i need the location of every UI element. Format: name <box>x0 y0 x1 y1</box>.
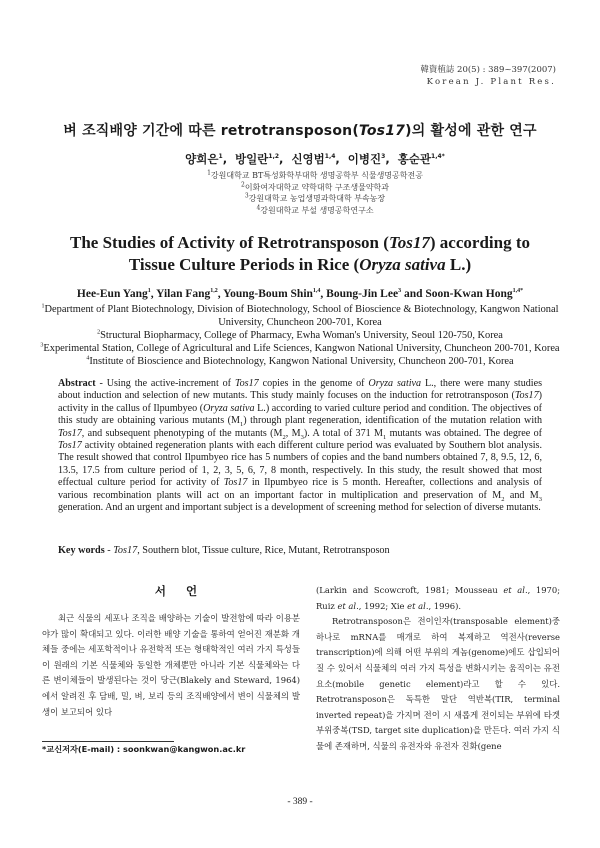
author-name: 양희은 <box>185 152 219 166</box>
body-column-right <box>316 583 560 755</box>
author-sup: 1,4 <box>312 288 321 295</box>
body-italic: et al <box>337 600 357 611</box>
subscript: 2 <box>282 433 286 441</box>
keyword-italic: Tos17 <box>113 545 138 556</box>
abstract-text: mutants was obtained. The degree of <box>386 427 542 439</box>
section-heading-intro: 서 언 <box>154 584 206 598</box>
title-part: ) according to <box>429 233 530 252</box>
author-name: Soon-Kwan Hong <box>425 288 513 300</box>
page-number: - 389 - <box>287 797 313 807</box>
body-text: (Larkin and Scowcroft, 1981; Mousseau <box>316 585 504 595</box>
english-authors: Hee-Eun Yang$^1$, Yilan Fang$^{1,2}$, Young-Boum Shin$^{1,4}$, Boung-Jin Lee$^3$ and Soon-Kwan Hong$^{1,4*}$ <box>76 288 524 300</box>
body-italic: et al <box>407 600 426 611</box>
affil-text: Structural Biopharmacy, College of Pharmacy, Ewha Woman's University, Seoul 120-750, Korea <box>100 330 503 341</box>
journal-citation: 韓資植誌 20(5) : 389~397(2007) <box>420 65 556 75</box>
keywords-text: , Southern blot, Tissue culture, Rice, Mutant, Retrotransposon <box>137 545 390 556</box>
affiliation <box>24 355 576 368</box>
title-part: Tissue Culture Periods in Rice ( <box>128 255 360 274</box>
author-sup: 1 <box>147 288 151 295</box>
english-title-line2 <box>30 254 570 276</box>
keywords-sep: - <box>104 545 114 556</box>
korean-title-part: 벼 조직배양 기간에 따른 retrotransposon( <box>63 123 359 139</box>
body-italic: et al <box>503 585 525 595</box>
abstract-text: ). A total of 371 M <box>303 427 384 439</box>
author-name: 이병진 <box>347 152 382 166</box>
author-name: Yilan Fang <box>156 288 211 300</box>
correspondence-footnote: *교신저자(E-mail) : soonkwan@kangwon.ac.kr <box>42 744 246 754</box>
korean-authors: 양희은$^1$, 방일란$^{1,2}$, 신영범$^{1,4}$, 이병진$^3$, 홍순관$^{1,4*}$ <box>185 152 445 166</box>
body-text: ., 1992; Xie <box>356 600 408 611</box>
author-name: 방일란 <box>235 152 269 166</box>
title-part: L.) <box>445 255 472 274</box>
abstract-italic: Oryza sativa <box>368 378 422 389</box>
affil-sup: 1 <box>41 303 45 310</box>
abstract-italic: Tos17 <box>223 477 248 489</box>
abstract-italic: Tos17 <box>58 440 82 452</box>
affil-text: Institute of Bioscience and Biotechnology, Kangwon National University, Chuncheon 200-701, Korea <box>89 356 514 367</box>
affiliation <box>80 193 550 205</box>
affil-text: 이화여자대학교 약학대학 구조생물약학과 <box>244 182 390 192</box>
abstract-italic: Tos17 <box>514 390 539 402</box>
title-italic: Oryza sativa <box>359 255 446 274</box>
author-name: Young-Boum Shin <box>223 288 313 300</box>
affil-text: 강원대학교 BT특성화학부대학 생명공학부 식물생명공학전공 <box>210 171 423 180</box>
affil-text: Department of Plant Biotechnology, Division of Biotechnology, School of Bioscience & Biotechnology, Kangwon National University, Chuncheon 200-701, Korea <box>44 304 559 328</box>
body-paragraph: Retrotransposon은 전이인자(transposable element)중 하나로 mRNA를 매개로 하여 복제하고 역전사(reverse transcription)에 의해 어떤 부위의 게놈(genome)에도 삽입되어 질 수 있어서 식물체의 여러 가지 특성을 변화시키는 움직이는 유전요소(mobile genetic element)라고 할 수 있다. Retrotransposon은 독특한 말단 역반복(TIR, terminal inverted repeat)을 가지며 전이 시 새롭게 전이되는 부위에 타겟부위중복(TSD, target site duplication)을 만든다. 여러 가지 식물에 존재하며, 식물의 유전자와 유전자 진화(gene <box>316 616 560 751</box>
abstract-text: generation. And an urgent and important subject is a development of screening method for selection of diverse mutants. <box>58 502 541 514</box>
affil-text: Experimental Station, College of Agricultural and Life Sciences, Kangwon National University, Chuncheon 200-701, Korea <box>43 343 560 354</box>
subscript: 3 <box>300 433 304 441</box>
title-part: The Studies of Activity of Retrotransposon ( <box>70 233 389 252</box>
body-paragraph <box>316 583 560 614</box>
abstract-text: ) through plant regeneration, identification of the mutation relation with <box>243 415 542 427</box>
abstract-text: and M <box>504 489 539 501</box>
abstract-text: in Ilpumbyeo rice is 5 month. Hereafter, collections and analysis of various recombination plants will act on an important factor in multiplication and preservation of M <box>58 477 542 501</box>
korean-affiliations <box>80 170 550 216</box>
abstract-italic: Tos17 <box>58 427 82 439</box>
abstract-text: , M <box>285 427 301 439</box>
abstract-text: L.) according to varied culture period and condition. The objectives of this study are obtaining various mutants (M <box>58 402 542 427</box>
affiliation <box>80 170 550 182</box>
abstract-text: copies in the genome of <box>258 378 369 389</box>
journal-header <box>420 64 556 88</box>
author-name: Hee-Eun Yang <box>76 288 148 300</box>
korean-title-part: )의 활성에 관한 연구 <box>405 123 537 139</box>
affil-sup: 4 <box>86 355 90 362</box>
author-sup: 3 <box>381 153 386 161</box>
keywords <box>58 545 542 556</box>
author-sup: 1,4 <box>324 153 336 161</box>
body-text: ., 1996). <box>425 600 462 611</box>
affil-sup: 3 <box>244 192 249 200</box>
affil-text: 강원대학교 부설 생명공학연구소 <box>260 205 374 215</box>
english-title <box>30 232 570 276</box>
abstract-text: ) activity in the callus of Ilpumbyeo ( <box>58 390 542 414</box>
affil-text: 강원대학교 농업생명과학대학 부속농장 <box>248 194 386 204</box>
affil-sup: 2 <box>97 329 101 336</box>
abstract-text: L., there were many studies about induction and selection of new mutants. This study mainly focuses on the induction for retrotransposon ( <box>58 378 543 402</box>
affil-sup: 1 <box>207 169 211 177</box>
subscript: 1 <box>383 433 387 441</box>
affiliation <box>24 303 576 329</box>
keywords-label: Key words <box>58 545 105 556</box>
abstract-label: Abstract <box>58 378 96 389</box>
affil-sup: 4 <box>256 204 261 212</box>
affiliation <box>80 182 550 194</box>
body-text: ., 1970; Ruiz <box>316 585 561 611</box>
abstract-italic: Oryza sativa <box>203 402 255 414</box>
author-sup: 1,2 <box>268 153 280 161</box>
subscript: 2 <box>501 495 505 503</box>
subscript: 1 <box>240 421 244 429</box>
korean-title <box>40 120 560 140</box>
abstract-text: activity obtained regeneration plants with each different culture period was evaluated by Southern blot analysis. The result showed that control Ilpumbyeo rice has 5 numbers of copies and the band numbers obtained 7, 8, 9.5, 12, 6, 13.5, 17.5 from culture period of 1, 2, 3, 5, 6, 7, 8 month, respectively. In this study, the result showed that most effectual culture period for activity of <box>58 440 542 489</box>
abstract-italic: Tos17 <box>234 378 259 389</box>
author-sup: 1,2 <box>210 288 218 295</box>
author-name: Boung-Jin Lee <box>326 288 399 300</box>
abstract <box>58 378 542 514</box>
affiliation <box>80 205 550 217</box>
author-name: 홍순관 <box>397 152 432 166</box>
affil-sup: 3 <box>40 342 44 349</box>
affiliation <box>24 342 576 355</box>
author-sup: 1,4* <box>431 153 445 161</box>
journal-name: Korean J. Plant Res. <box>426 77 556 87</box>
author-sup: 1,4* <box>512 288 524 295</box>
affil-sup: 2 <box>240 180 245 188</box>
footnote-divider <box>42 741 174 742</box>
title-italic: Tos17 <box>388 233 430 252</box>
affiliation <box>24 329 576 342</box>
abstract-text: , and subsequent phenotyping of the mutants (M <box>81 427 283 439</box>
abstract-text: - Using the active-increment of <box>95 378 235 389</box>
author-sup: 3 <box>398 288 402 295</box>
body-column-left <box>42 611 300 720</box>
english-title-line1 <box>30 232 570 254</box>
author-name: 신영범 <box>291 152 325 166</box>
subscript: 3 <box>538 495 542 503</box>
korean-title-italic: Tos17 <box>358 123 406 139</box>
author-sup: 1 <box>218 153 223 161</box>
english-affiliations <box>24 303 576 368</box>
body-paragraph: 최근 식물의 세포나 조직을 배양하는 기술이 발전함에 따라 이용분야가 많이 확대되고 있다. 이러한 배양 기술을 통하여 얻어진 재분화 개체들 중에는 세포학적이나 유전학적 또는 형태학적인 여러 가지 특성들이 원래의 기본 식물체와 동일한 개체뿐만 아니라 기본 식물체와는 다른 변이체들이 발생된다는 것이 당근(Blakely and Steward, 1964)에서 알려진 후 담배, 밀, 벼, 보리 등의 조직배양에서 변이 식물체의 발생이 보고되어 있다 <box>42 613 300 717</box>
